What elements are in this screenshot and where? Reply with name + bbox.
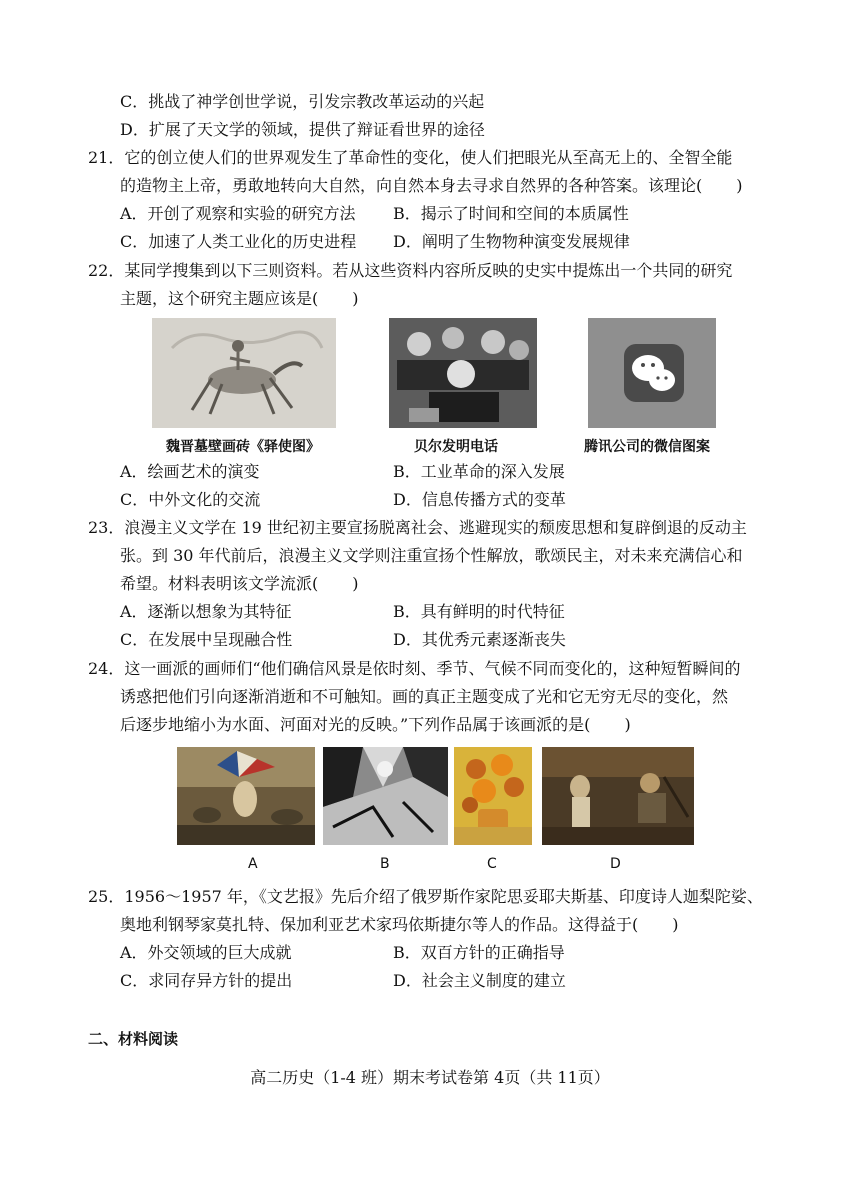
q24-stem-line1: 24．这一画派的画师们“他们确信风景是依时刻、季节、气候不同而变化的，这种短暂瞬间的 [88, 659, 741, 678]
bell-telephone-caption: 贝尔发明电话 [414, 439, 498, 455]
q23-option-a: A．逐渐以想象为其特征 [120, 602, 292, 621]
q22-option-b: B．工业革命的深入发展 [393, 462, 565, 481]
q21-stem-line1: 21．它的创立使人们的世界观发生了革命性的变化，使人们把眼光从至高无上的、全智全能 [88, 148, 733, 167]
q25-stem-line1: 25．1956～1957 年，《文艺报》先后介绍了俄罗斯作家陀思妥耶夫斯基、印度诗人迦梨陀娑、 [88, 887, 763, 906]
section-heading: 二、材料阅读 [88, 1030, 179, 1048]
courier-mural-image [152, 318, 336, 428]
painting-d-label: D [610, 856, 621, 872]
courier-mural-caption: 魏晋墓壁画砖《驿使图》 [166, 439, 320, 455]
page-footer: 高二历史（1-4 班）期末考试卷第 4页（共 11页） [250, 1068, 610, 1087]
q25-option-a: A．外交领域的巨大成就 [120, 943, 292, 962]
painting-b-label: B [380, 856, 390, 872]
wechat-caption: 腾讯公司的微信图案 [584, 439, 710, 455]
painting-c-image [454, 747, 532, 845]
q23-option-b: B．具有鲜明的时代特征 [393, 602, 565, 621]
q22-stem-line2: 主题，这个研究主题应该是( ) [120, 289, 359, 308]
q22-option-c: C．中外文化的交流 [120, 490, 261, 509]
q21-option-c: C．加速了人类工业化的历史进程 [120, 232, 357, 251]
wechat-logo-image [588, 318, 716, 428]
q25-option-b: B．双百方针的正确指导 [393, 943, 565, 962]
painting-d-image [542, 747, 694, 845]
q23-stem-line2: 张。到 30 年代前后，浪漫主义文学则注重宣扬个性解放，歌颂民主，对未来充满信心和 [120, 546, 743, 565]
q21-option-d: D．阐明了生物物种演变发展规律 [393, 232, 630, 251]
q25-option-c: C．求同存异方针的提出 [120, 971, 293, 990]
q23-stem-line3: 希望。材料表明该文学流派( ) [120, 574, 359, 593]
q25-option-d: D．社会主义制度的建立 [393, 971, 566, 990]
prev-option-d: D．扩展了天文学的领域，提供了辩证看世界的途径 [120, 120, 485, 139]
q21-option-b: B．揭示了时间和空间的本质属性 [393, 204, 629, 223]
q23-option-c: C．在发展中呈现融合性 [120, 630, 293, 649]
q22-stem-line1: 22．某同学搜集到以下三则资料。若从这些资料内容所反映的史实中提炼出一个共同的研究 [88, 261, 733, 280]
painting-b-image [323, 747, 448, 845]
q24-stem-line3: 后逐步地缩小为水面、河面对光的反映。”下列作品属于该画派的是( ) [120, 715, 631, 734]
prev-option-c: C．挑战了神学创世学说，引发宗教改革运动的兴起 [120, 92, 485, 111]
painting-a-image [177, 747, 315, 845]
q23-stem-line1: 23．浪漫主义文学在 19 世纪初主要宣扬脱离社会、逃避现实的颓废思想和复辟倒退的反动主 [88, 518, 747, 537]
painting-a-label: A [248, 856, 258, 872]
bell-telephone-photo [389, 318, 537, 428]
q21-option-a: A．开创了观察和实验的研究方法 [120, 204, 356, 223]
q22-option-a: A．绘画艺术的演变 [120, 462, 260, 481]
q21-stem-line2: 的造物主上帝，勇敢地转向大自然，向自然本身去寻求自然界的各种答案。该理论( ) [120, 176, 743, 195]
q23-option-d: D．其优秀元素逐渐丧失 [393, 630, 566, 649]
q24-stem-line2: 诱惑把他们引向逐渐消逝和不可触知。画的真正主题变成了光和它无穷无尽的变化，然 [120, 687, 729, 706]
q22-option-d: D．信息传播方式的变革 [393, 490, 566, 509]
painting-c-label: C [487, 856, 497, 872]
q25-stem-line2: 奥地利钢琴家莫扎特、保加利亚艺术家玛依斯捷尔等人的作品。这得益于( ) [120, 915, 679, 934]
